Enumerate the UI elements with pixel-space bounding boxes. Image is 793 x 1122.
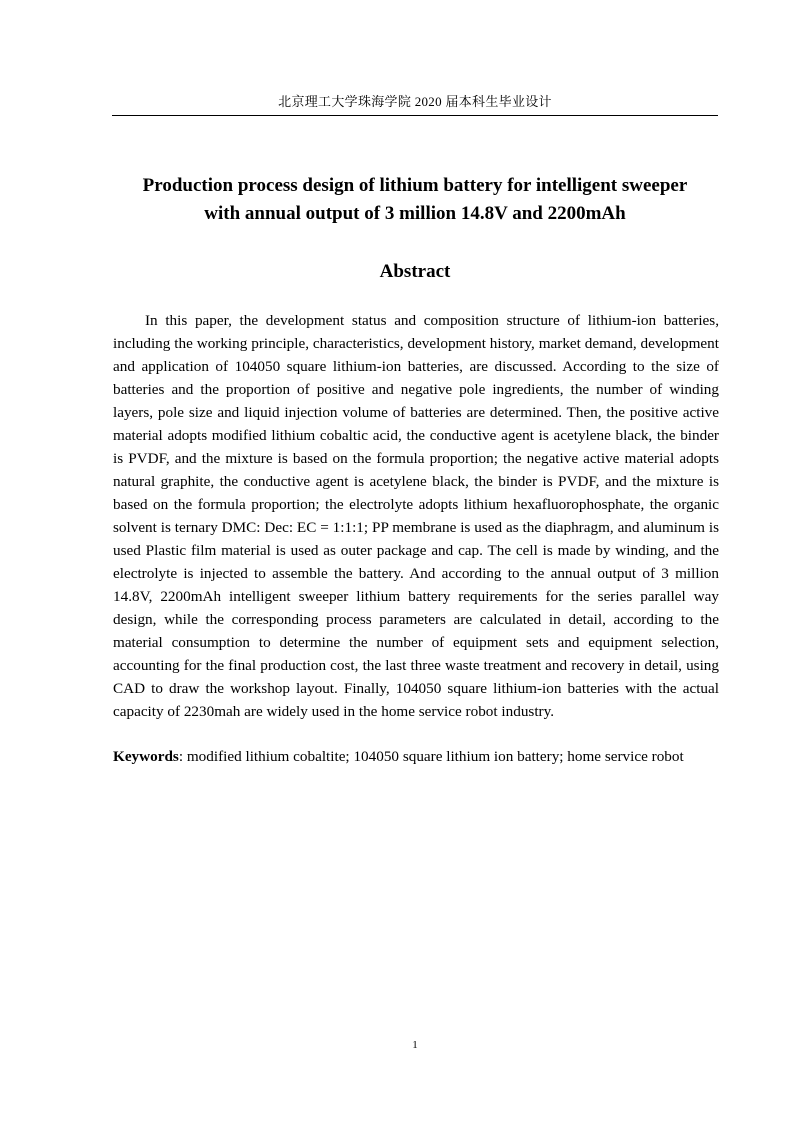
abstract-heading: Abstract xyxy=(379,261,451,282)
paper-title xyxy=(112,172,718,228)
keywords-label: Keywords xyxy=(113,748,179,765)
abstract-body: In this paper, the development status and composition structure of lithium-ion batteries, including the working principle, characteristics, development history, market demand, development and application of 104050 square lithium-ion batteries, are discussed. According to the size of batteries and the proportion of positive and negative pole ingredients, the number of winding layers, pole size and liquid injection volume of batteries are determined. Then, the positive active material adopts modified lithium cobaltic acid, the conductive agent is acetylene black, the binder is PVDF, and the mixture is based on the formula proportion; the negative active material adopts natural graphite, the conductive agent is acetylene black, the binder is PVDF, and the mixture is based on the formula proportion; the electrolyte adopts lithium hexafluorophosphate, the organic solvent is ternary DMC: Dec: EC = 1:1:1; PP membrane is used as the diaphragm, and aluminum is used Plastic film material is used as outer package and cap. The cell is made by winding, and the electrolyte is injected to assemble the battery. And according to the annual output of 3 million 14.8V, 2200mAh intelligent sweeper lithium battery requirements for the series parallel way design, while the corresponding process parameters are calculated in detail, according to the material consumption to determine the number of equipment sets and equipment selection, accounting for the final production cost, the last three waste treatment and recovery in detail, using CAD to draw the workshop layout. Finally, 104050 square lithium-ion batteries with the actual capacity of 2230mah are widely used in the home service robot industry. xyxy=(113,312,719,720)
keywords-text: modified lithium cobaltite; 104050 square lithium ion battery; home service robot xyxy=(183,748,684,765)
keywords-separator: : xyxy=(178,748,184,765)
title-line-2: with annual output of 3 million 14.8V and 2200mAh xyxy=(204,203,626,224)
page-number: 1 xyxy=(412,1039,418,1051)
keywords-line xyxy=(113,745,733,768)
title-line-1: Production process design of lithium battery for intelligent sweeper xyxy=(142,175,688,196)
header-rule xyxy=(112,115,718,116)
running-header: 北京理工大学珠海学院 2020 届本科生毕业设计 xyxy=(278,94,552,109)
